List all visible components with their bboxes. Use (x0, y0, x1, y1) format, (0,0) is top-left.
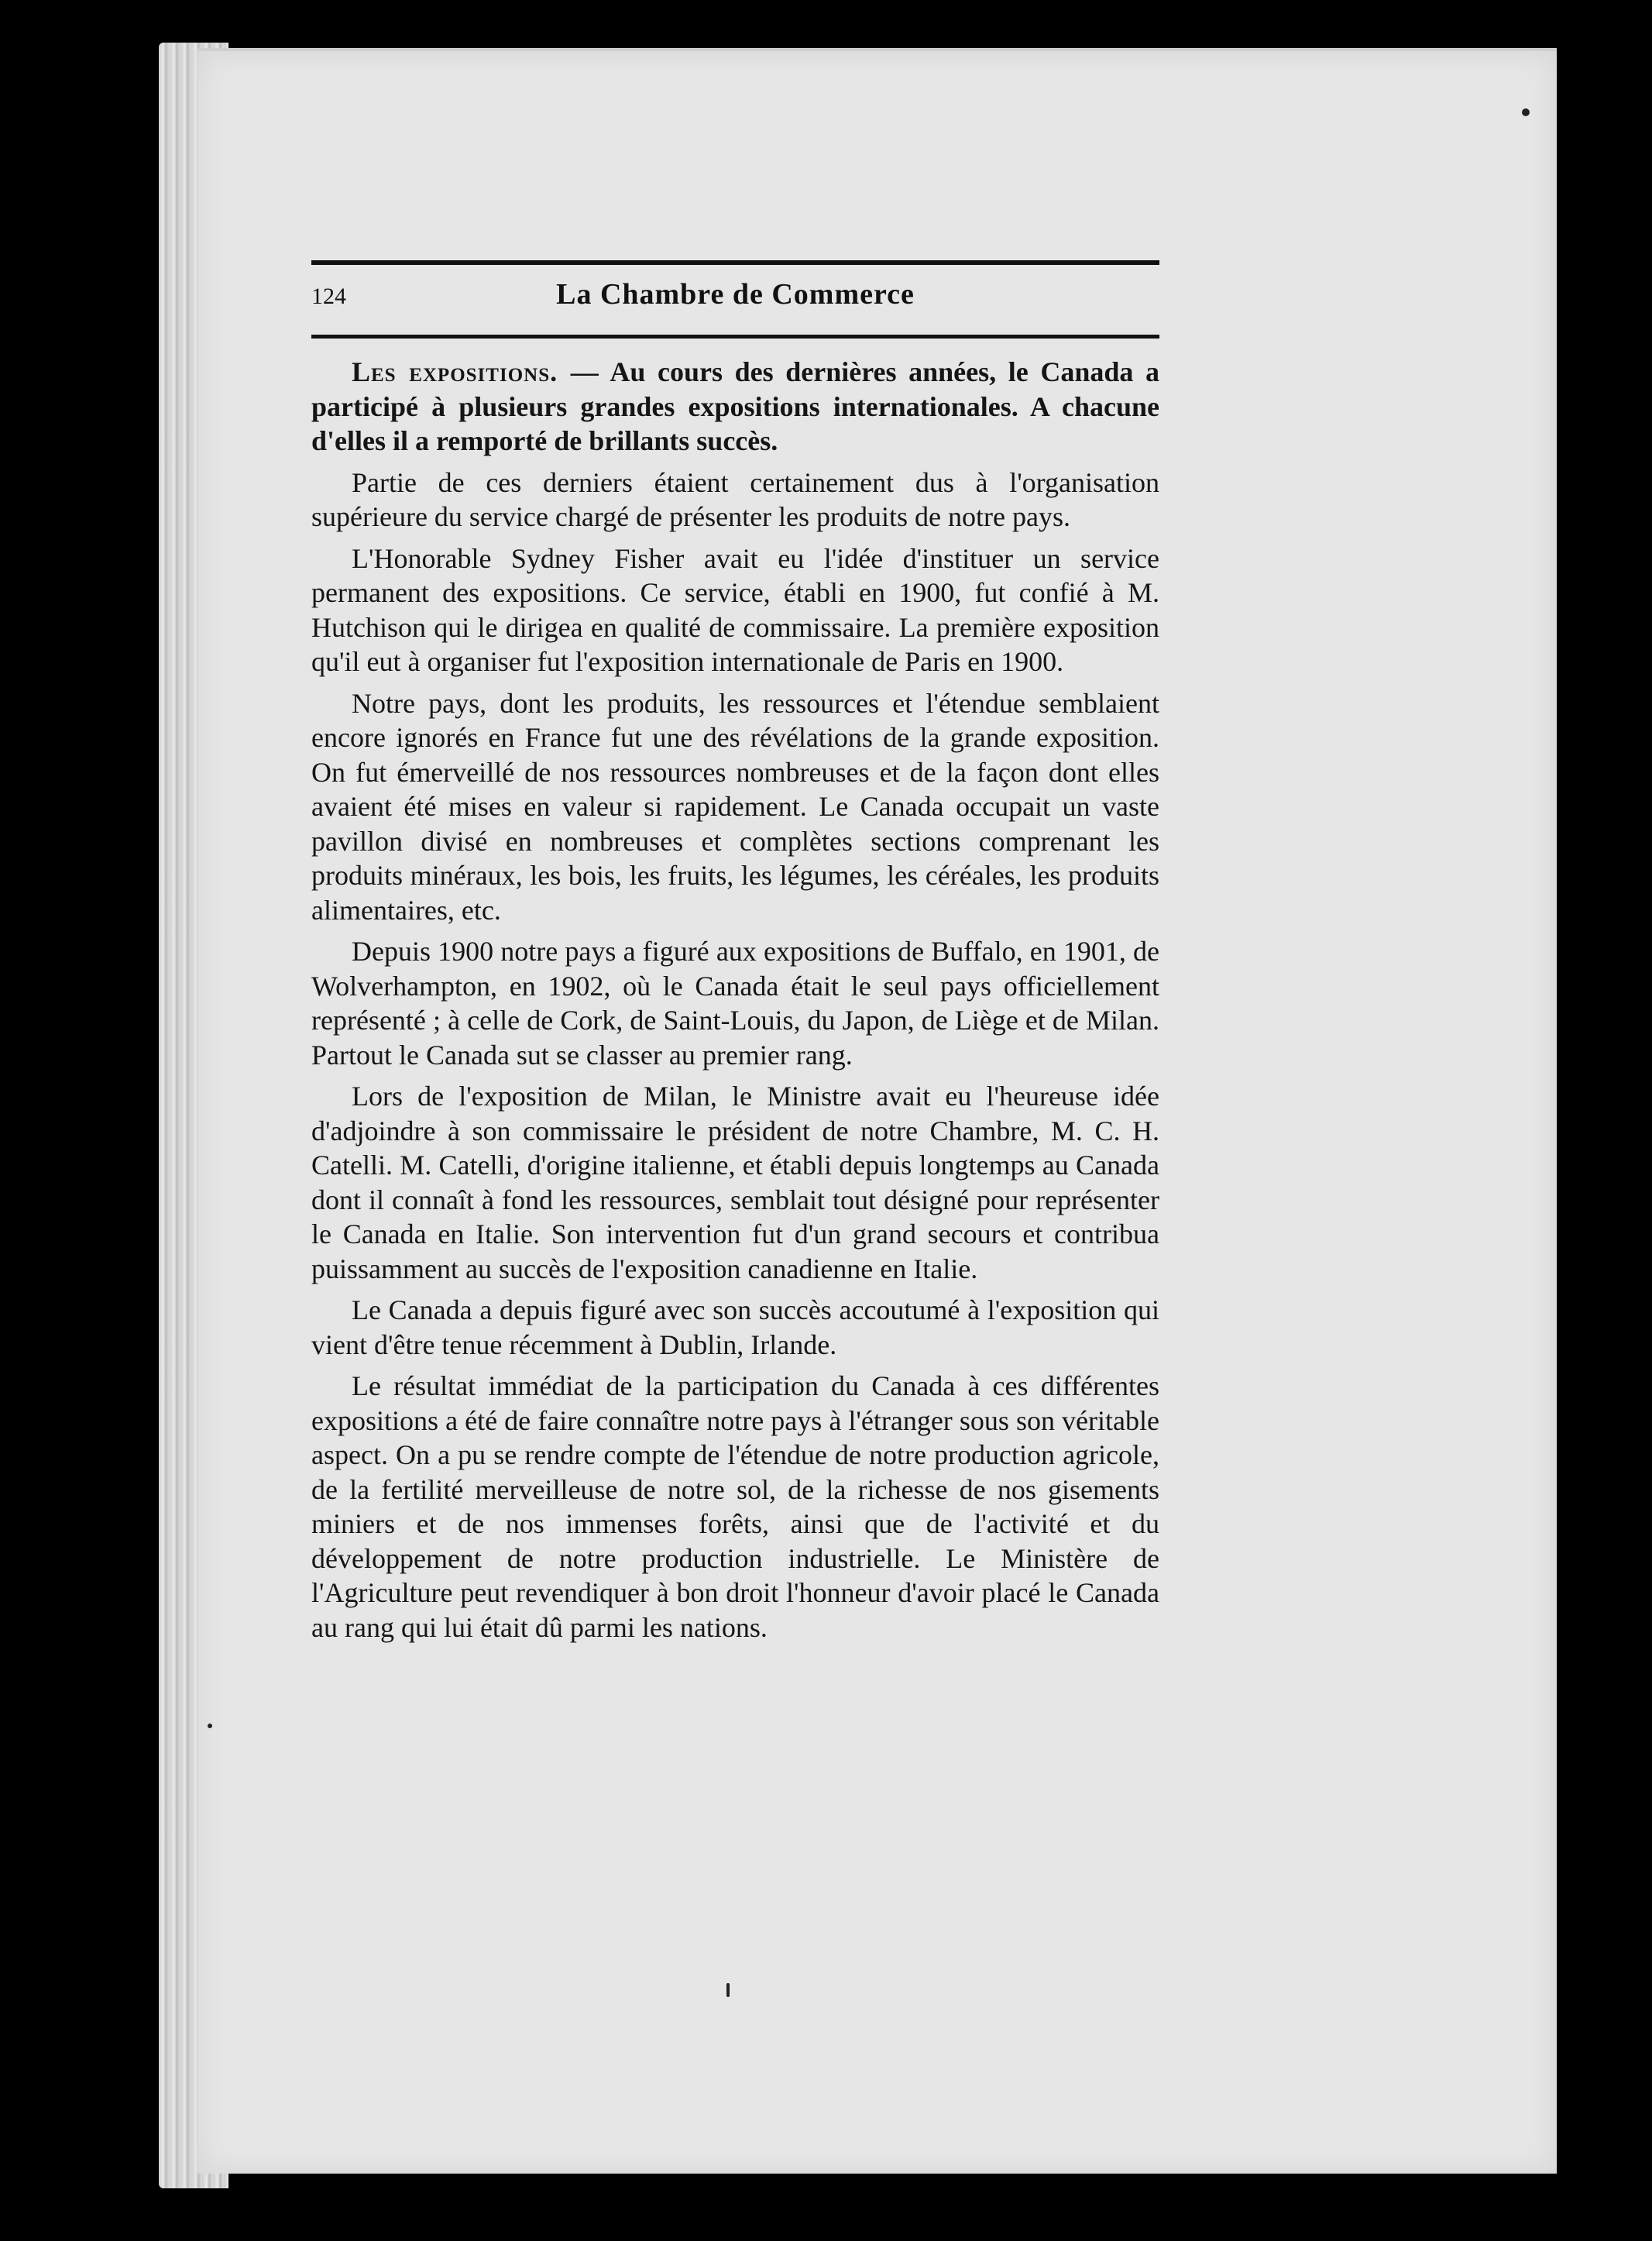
paragraph-5: Depuis 1900 notre pays a figuré aux expositions de Buffalo, en 1901, de Wolverhampton, en 1902, où le Canada était le seul pays officiellement représenté ; à celle de Cork, de Saint-Louis, du Japon, de Liège et de Milan. Partout le Canada sut se classer au premier rang. (311, 936, 1159, 1071)
section-lead-title: Les expositions. — (352, 356, 599, 387)
body-text (311, 355, 1159, 1652)
paragraph-3: L'Honorable Sydney Fisher avait eu l'idée d'instituer un service permanent des expositions. Ce service, établi en 1900, fut confié à M. Hutchison qui le dirigea en qualité de commissaire. La première exposition qu'il eut à organiser fut l'exposition internationale de Paris en 1900. (311, 542, 1159, 677)
scan-speck (1522, 108, 1530, 116)
page-number: 124 (311, 284, 346, 309)
header-rule-bottom (311, 335, 1159, 339)
page-header (311, 277, 1159, 324)
header-rule-top (311, 260, 1159, 265)
paragraph-4: Notre pays, dont les produits, les ressources et l'étendue semblaient encore ignorés en France fut une des révélations de la grande exposition. On fut émerveillé de nos ressources nombreuses et de la façon dont elles avaient été mises en valeur si rapidement. Le Canada occupait un vaste pavillon divisé en nombreuses et complètes sections comprenant les produits minéraux, les bois, les fruits, les légumes, les céréales, les produits alimentaires, etc. (311, 687, 1159, 926)
paragraph-7: Le Canada a depuis figuré avec son succès accoutumé à l'exposition qui vient d'être tenue récemment à Dublin, Irlande. (311, 1294, 1159, 1360)
paragraph-8: Le résultat immédiat de la participation du Canada à ces différentes expositions a été de faire connaître notre pays à l'étranger sous son véritable aspect. On a pu se rendre compte de l'étendue de notre production agricole, de la fertilité merveilleuse de notre sol, de la richesse de nos gisements miniers et de nos immenses forêts, ainsi que de l'activité et du développement de notre production industrielle. Le Ministère de l'Agriculture peut revendiquer à bon droit l'honneur d'avoir placé le Canada au rang qui lui était dû parmi les nations. (311, 1370, 1159, 1643)
scan-speck (726, 1983, 730, 1997)
paragraph-1-text: Au cours des dernières années, le Canada a participé à plusieurs grandes expositions internationales. A chacune d'elles il a remporté de brillants succès. (311, 356, 1160, 456)
paragraph-1 (311, 355, 1159, 459)
paragraph-6: Lors de l'exposition de Milan, le Ministre avait eu l'heureuse idée d'adjoindre à son commissaire le président de notre Chambre, M. C. H. Catelli. M. Catelli, d'origine italienne, et établi depuis longtemps au Canada dont il connaît à fond les ressources, semblait tout désigné pour représenter le Canada en Italie. Son intervention fut d'un grand secours et contribua puissamment au succès de l'exposition canadienne en Italie. (311, 1081, 1159, 1284)
scan-speck (208, 1724, 212, 1728)
paragraph-2: Partie de ces derniers étaient certainement dus à l'organisation supérieure du service chargé de présenter les produits de notre pays. (311, 466, 1159, 532)
running-title: La Chambre de Commerce (556, 278, 915, 311)
